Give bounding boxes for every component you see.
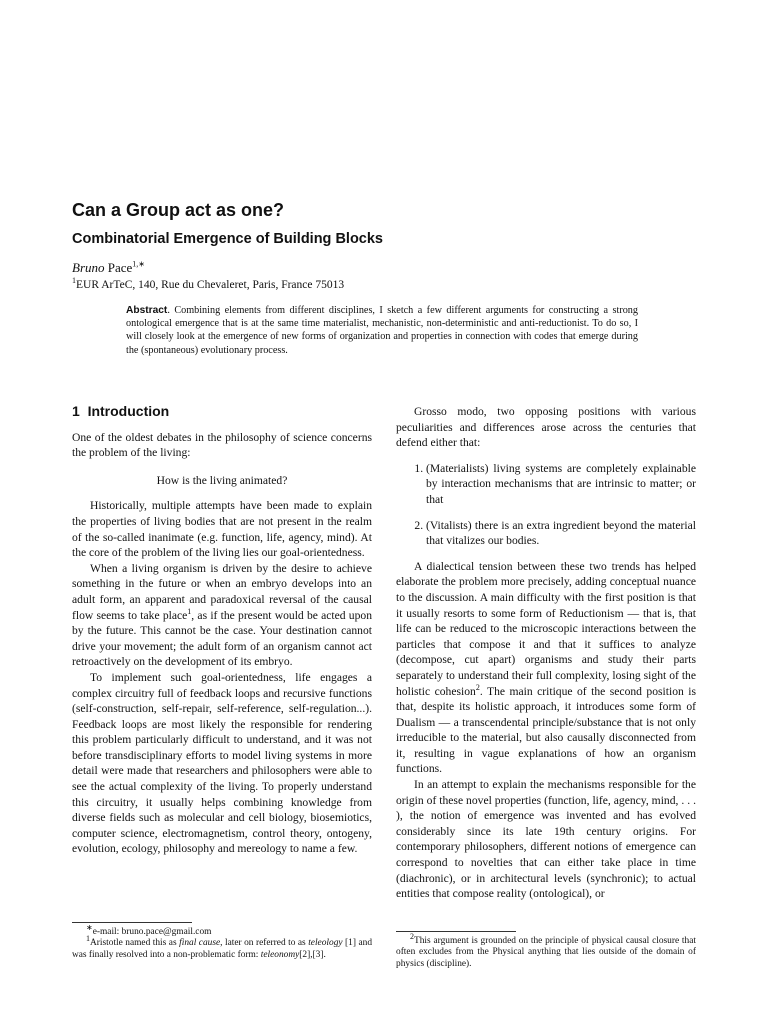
paper-title: Can a Group act as one? (72, 200, 285, 220)
footnote-2-mark: 2 (410, 931, 414, 941)
left-column (72, 404, 372, 857)
abstract-label: Abstract (126, 305, 168, 316)
affiliation-text: EUR ArTeC, 140, Rue du Chevaleret, Paris, France 75013 (76, 279, 345, 291)
causal-text-a: When a living organism is driven by the desire to achieve something in the future or when an embryo develops into an adult form, an apparent and paradoxical reversal of the causal flow seems to take place (72, 561, 372, 622)
section-title: Introduction (87, 403, 170, 419)
author-marks: 1,∗ (132, 259, 145, 269)
footnote-1-teleology: teleology (308, 938, 343, 949)
emergence-paragraph: In an attempt to explain the mechanisms responsible for the origin of these novel properties (function, life, agency, mind, . . . ), the notion of emergence was invented and has evolved considerably since its late 19th century origins. For contemporary philosophers, different notions of emergence can correspond to novelties that can either take place in time (diachronic), or in architectural levels (synchronic); to actual entities that compose reality (ontological), or (396, 778, 696, 901)
causal-paragraph (72, 561, 372, 670)
footnote-1-text-b: , later on referred to as (220, 938, 309, 949)
paper-subtitle: Combinatorial Emergence of Building Blocks (72, 231, 383, 247)
affiliation (72, 276, 345, 291)
footnote-email (72, 922, 372, 938)
right-column (396, 404, 696, 902)
causal-text-b: , as if the present would be acted upon by the future. This cannot be the case. Your destination cannot drive your movement; the adult form of an organism cannot act retroactively on the development of its embryo. (72, 608, 372, 669)
author-surname: Pace (107, 260, 133, 275)
section-heading (72, 404, 372, 420)
dialectic-text-a: A dialectical tension between these two trends has helped elaborate the problem more precisely, adding conceptual nuance to the discussion. A main difficulty with the first position is that it usually resorts to some form of Reductionism — that is, that life can be reduced to the microscopic interactions between the particles that compose it and that it suffices to analyze (decompose, cut apart) organisms and study their parts separately to understand their full complexity, losing sight of the holistic cohesion (396, 559, 696, 698)
list-item-vitalists: 2. (Vitalists) there is an extra ingredient beyond the material that vitalizes our bodies. (426, 518, 696, 549)
author-line (72, 260, 145, 276)
intro-paragraph: One of the oldest debates in the philosophy of science concerns the problem of the living: (72, 430, 372, 460)
footnote-1-mark: 1 (86, 934, 90, 944)
footnote-rule (396, 931, 516, 932)
feedback-paragraph: To implement such goal-orientedness, life engages a complex circuitry full of feedback loops and recursive functions (self-construction, self-repair, self-reference, self-regulation...). Feedback loops are most likely the responsible for rendering this problem particularly difficult to understand, and it was not before transdisciplinary efforts to model living systems in more detail were made that researchers and philosophers were able to see the actual complexity of the living. To properly understand this circuitry, it usually helps combining knowledge from diverse fields such as molecular and cell biology, biosemiotics, computer science, electromagnetism, control theory, ontogeny, evolution, ecology, philosophy and mereology to name a few. (72, 670, 372, 856)
footnote-1 (72, 934, 373, 961)
central-question: How is the living animated? (156, 473, 288, 487)
footnote-1-final-cause: final cause (179, 938, 221, 949)
right-footnotes (396, 931, 696, 970)
footnote-ref-2[interactable]: 2 (475, 682, 480, 692)
footnote-ref-1[interactable]: 1 (187, 606, 192, 616)
footnote-2-text: This argument is grounded on the principle of physical causal closure that often excludes from the Physical anything that lies outside of the domain of physics (discipline). (396, 936, 696, 969)
positions-list (396, 461, 696, 549)
footnote-1-text-a: Aristotle named this as (90, 938, 180, 949)
dialectic-text-b: . The main critique of the second position is that, despite its holistic approach, it introduces some form of Dualism — a transcendental principle/substance that is not only irreducible to the material, but also causally disconnected from it, resulting in vague explanations of how an organism functions. (396, 684, 697, 776)
positions-paragraph: Grosso modo, two opposing positions with various peculiarities and differences arose across the centuries that defend either that: (396, 405, 696, 450)
history-paragraph: Historically, multiple attempts have been made to explain the properties of living bodies that are not present in the realm of the so-called inanimate (e.g. function, life, agency, mind). At the core of the problem of the living lies our goal-orientedness. (72, 499, 372, 560)
footnote-1-refs[interactable]: [2],[3]. (299, 949, 326, 960)
abstract (126, 304, 638, 357)
list-item-materialists: 1. (Materialists) living systems are completely explainable by interaction mechanisms that are intrinsic to matter; or that (426, 461, 696, 508)
left-footnotes (72, 922, 372, 961)
footnote-1-text-c: [1] and was finally resolved into a non-problematic form: (72, 938, 373, 960)
section-number: 1 (72, 403, 80, 419)
dialectic-paragraph (396, 559, 696, 777)
email-mark: ∗ (86, 922, 93, 932)
footnote-2 (396, 931, 696, 970)
footnote-1-teleonomy: teleonomy (260, 949, 300, 960)
author-first-name: Bruno (72, 260, 105, 275)
affiliation-mark: 1 (72, 276, 76, 286)
abstract-text: . Combining elements from different disciplines, I sketch a few different arguments for constructing a strong ontological emergence that is at the same time materialist, mechanistic, non-deterministic and anti-reductionist. To do so, I will closely look at the emergence of new forms of organization and properties in connection with codes that emerge during the (spontaneous) evolutionary process. (126, 305, 638, 356)
email-text[interactable]: e-mail: bruno.pace@gmail.com (92, 927, 212, 937)
